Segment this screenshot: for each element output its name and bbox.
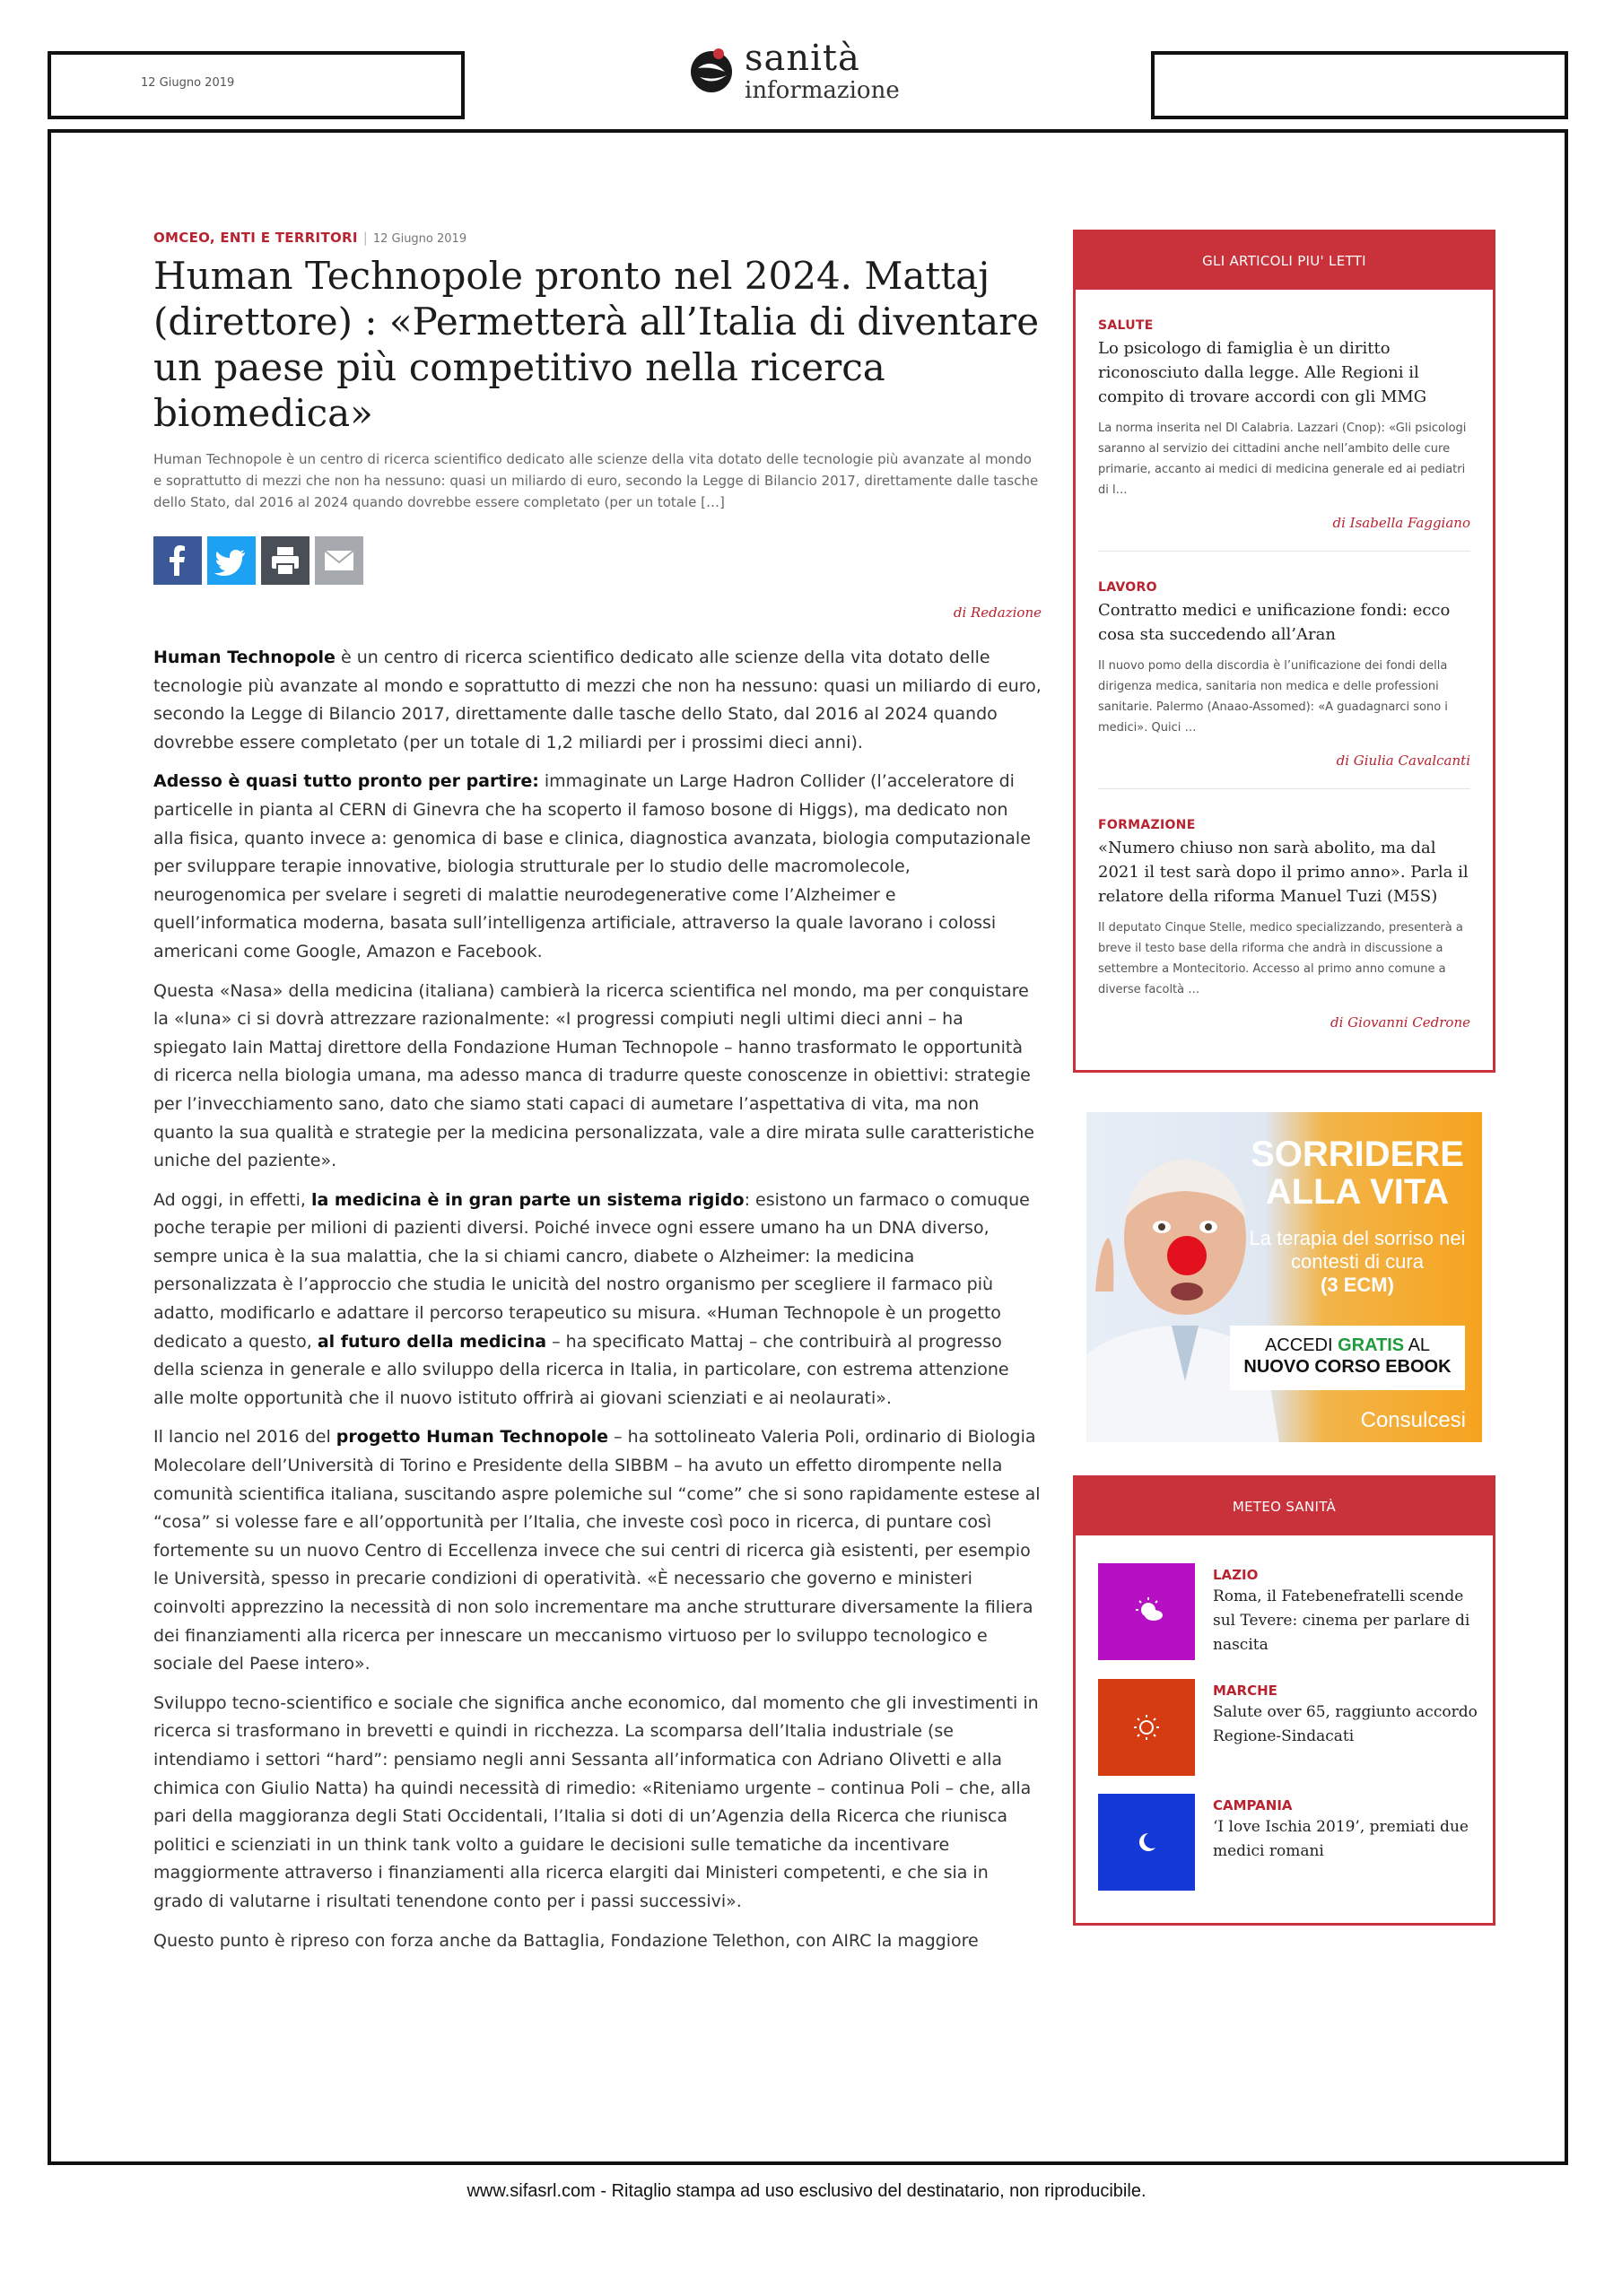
header-empty-box xyxy=(1151,51,1568,119)
clipping-footer-note: www.sifasrl.com - Ritaglio stampa ad uso esclusivo del destinatario, non riproducibile. xyxy=(466,2181,1147,2201)
paragraph-text: – ha sottolineato Valeria Poli, ordinario di Biologia Molecolare dell’Università di Torino e Presidente della SIBBM – ha avuto un effetto dirompente nella comunità scientifica italiana, suscitando aspre polemiche sul “come” che si sono rapidamente estese al “cosa” si volesse fare e all’opportunità per l’Italia, che investe così poco in ricerca, di puntare così fortemente su un nuovo Centro di Eccellenza invece che sui centri di ricerca già esistenti, per esempio le Università, spesso in precarie condizioni di operatività. «È necessario che governo e ministeri coinvolti apprezzino la necessità di non solo incrementare ma anche strutturare diversamente la filiera dei finanziamenti alla ricerca per innescare un meccanismo virtuoso per lo sviluppo tecnologico e sociale del Paese intero». xyxy=(153,1427,1041,1674)
cta-text: ACCEDI xyxy=(1264,1335,1338,1355)
email-share-button[interactable] xyxy=(315,536,363,585)
paragraph-text: – ha specificato Mattaj – che contribuirà al progresso della scienza in generale e allo sviluppo della ricerca in Italia, in particolare, con estrema attenzione alle molte opportunità che il nuovo istituto offrirà ai giovani scienziati e ai neolaurati». xyxy=(153,1331,1009,1408)
article-date: 12 Giugno 2019 xyxy=(372,232,467,246)
ad-cta-button[interactable] xyxy=(1230,1326,1465,1390)
sun-icon xyxy=(1098,1679,1195,1776)
moon-icon xyxy=(1098,1794,1195,1891)
meteo-item-tile[interactable] xyxy=(1098,1563,1195,1660)
article-paragraph xyxy=(153,644,1042,757)
paragraph-bold: Adesso è quasi tutto pronto per partire: xyxy=(153,771,539,792)
article xyxy=(153,230,1042,1966)
meteo-heading: METEO SANITÀ xyxy=(1076,1478,1493,1535)
article-paragraph: Questa «Nasa» della medicina (italiana) cambierà la ricerca scientifica nel mondo, ma per conquistare la «luna» ci si dovrà attrezzare razionalmente: «I progressi compiuti negli ultimi dieci anni – ha spiegato Iain Mattaj direttore della Fondazione Human Technopole – hanno trasformato le opportunità di ricerca nella biologia umana, ma adesso manca di tradurre queste conoscenze in obiettivi: strategie per l’invecchiamento sano, dato che siamo stati capaci di aumetare l’aspettativa di vita, ma non quanto la sua qualità e strategie per la medicina personalizzata, vale a dire mirata sulle caratteristiche uniche del paziente». xyxy=(153,980,1034,1171)
ad-brand-logo: Consulcesi xyxy=(1360,1408,1466,1432)
site-logo[interactable] xyxy=(689,34,922,106)
item-title[interactable]: Contratto medici e unificazione fondi: ecco cosa sta succedendo all’Aran xyxy=(1098,601,1451,644)
item-excerpt: Il deputato Cinque Stelle, medico specializzando, presenterà a breve il testo base della riforma che andrà in discussione a settembre a Montecitorio. Accesso al primo anno comune a diverse facoltà … xyxy=(1098,921,1463,996)
meteo-title[interactable]: Roma, il Fatebenefratelli scende sul Tevere: cinema per parlare di nascita xyxy=(1213,1587,1470,1654)
print-icon xyxy=(261,536,310,585)
meteo-item[interactable] xyxy=(1098,1679,1478,1776)
meteo-category[interactable]: LAZIO xyxy=(1213,1567,1259,1583)
logo-text-sanita: sanità xyxy=(745,38,860,79)
paragraph-text: Ad oggi, in effetti, xyxy=(153,1189,311,1210)
cta-text: AL xyxy=(1404,1335,1431,1355)
partly-cloudy-icon xyxy=(1098,1563,1195,1660)
cta-highlight: GRATIS xyxy=(1338,1335,1405,1355)
article-paragraph xyxy=(153,768,1042,966)
most-read-item[interactable] xyxy=(1098,290,1470,552)
share-bar xyxy=(153,536,1042,585)
article-paragraph: Sviluppo tecno-scientifico e sociale che significa anche economico, dal momento che gli investimenti in ricerca si trasformano in brevetti e quindi in ricchezza. La scomparsa dell’Italia industriale (se intendiamo i settori “hard”: pensiamo negli anni Sessanta all’informatica con Adriano Olivetti e alla chimica con Giulio Natta) ha quindi necessità di rimedio: «Riteniamo urgente – continua Poli – che, alla pari della maggioranza degli Stati Occidentali, l’Italia si doti di un’Agenzia della Ricerca che riunisca politici e scienziati in un think tank volto a guidare le decisioni sulle tematiche da incentivare maggiormente attraverso i finanziamenti alla ricerca elargiti dai Ministeri competenti, e che sia in grado di valutarne i risultati tenendone conto per i passi successivi». xyxy=(153,1692,1039,1911)
most-read-widget xyxy=(1073,230,1495,1073)
article-paragraph xyxy=(153,1423,1042,1678)
meta-separator: | xyxy=(362,230,368,246)
date-box xyxy=(48,51,465,119)
item-title[interactable]: Lo psicologo di famiglia è un diritto riconosciuto dalla legge. Alle Regioni il compito di trovare accordi con gli MMG xyxy=(1098,339,1427,406)
meteo-item[interactable] xyxy=(1098,1563,1475,1660)
item-title[interactable]: «Numero chiuso non sarà abolito, ma dal 2021 il test sarà dopo il primo anno». Parla il relatore della riforma Manuel Tuzi (M5S) xyxy=(1098,839,1469,906)
article-title: Human Technopole pronto nel 2024. Mattaj (direttore) : «Permetterà all’Italia di diventare un paese più competitivo nella ricerca biomedica» xyxy=(153,254,1040,435)
paragraph-bold: progetto Human Technopole xyxy=(336,1427,609,1448)
meteo-item[interactable] xyxy=(1098,1794,1475,1891)
paragraph-text: Il lancio nel 2016 del xyxy=(153,1427,336,1448)
item-author[interactable]: di Giulia Cavalcanti xyxy=(1336,752,1470,769)
item-category[interactable]: LAVORO xyxy=(1098,580,1157,595)
paragraph-text: è un centro di ricerca scientifico dedicato alle scienze della vita dotato delle tecnologie più avanzate al mondo e soprattutto di mezzi che non ha nessuno: quasi un miliardo di euro, secondo la Legge di Bilancio 2017, direttamente dalle tasche dello Stato, dal 2016 al 2024 quando dovrebbe essere completato (per un totale di 1,2 miliardi per i prossimi dieci anni). xyxy=(153,648,1042,752)
item-author[interactable]: di Isabella Faggiano xyxy=(1332,515,1470,531)
item-author[interactable]: di Giovanni Cedrone xyxy=(1330,1014,1470,1031)
article-byline[interactable]: di Redazione xyxy=(953,604,1042,621)
most-read-heading: GLI ARTICOLI PIU' LETTI xyxy=(1076,232,1493,290)
item-excerpt: Il nuovo pomo della discordia è l’unificazione dei fondi della dirigenza medica, sanitaria non medica e delle professioni sanitarie. Palermo (Anaao-Assomed): «A guadagnarci sono i medici». Quici … xyxy=(1098,659,1448,735)
most-read-item[interactable] xyxy=(1098,552,1470,789)
cta-line2: NUOVO CORSO EBOOK xyxy=(1243,1357,1452,1377)
meteo-title[interactable]: Salute over 65, raggiunto accordo Regione-Sindacati xyxy=(1213,1703,1478,1745)
paragraph-text: : esistono un farmaco o comuque poche terapie per milioni di pazienti diversi. Poiché invece ogni essere umano ha un DNA diverso, sempre unica è la sua malattia, che la si chiami cancro, diabete o Alzheimer: la medicina personalizzata è l’approccio che studia le unicità del nostro organismo per scegliere il farmaco più adatto, modificarlo e adattare il percorso terapeutico su misura. «Human Technopole è un progetto dedicato a questo, xyxy=(153,1189,1030,1352)
paragraph-bold: Human Technopole xyxy=(153,648,336,667)
logo-text-informazione: informazione xyxy=(745,77,900,104)
twitter-share-button[interactable] xyxy=(207,536,256,585)
meteo-title[interactable]: ‘I love Ischia 2019’, premiati due medici romani xyxy=(1213,1818,1469,1860)
meteo-item-tile[interactable] xyxy=(1098,1679,1195,1776)
ad-credits: (3 ECM) xyxy=(1321,1274,1394,1296)
ad-headline: SORRIDERE ALLA VITA xyxy=(1251,1135,1464,1212)
logo-mark-icon xyxy=(689,45,734,95)
meteo-widget xyxy=(1073,1475,1495,1926)
meteo-category[interactable]: MARCHE xyxy=(1213,1683,1277,1699)
article-paragraph: Questo punto è ripreso con forza anche da Battaglia, Fondazione Telethon, con AIRC la maggiore xyxy=(153,1930,979,1951)
article-paragraph xyxy=(153,1187,1042,1413)
paragraph-text: immaginate un Large Hadron Collider (l’acceleratore di particelle in pianta al CERN di Ginevra che ha scoperto il famoso bosone di Higgs), ma dedicato non alla fisica, quanto invece a: genomica di base e clinica, diagnostica avanzata, biologia computazionale per sviluppare terapie innovative, biologia strutturale per lo studio delle macromolecole, neurogenomica per svelare i segreti di malattie neurodegenerative come l’Alzheimer e quell’informatica moderna, basata sull’intelligenza artificiale, attraverso la quale lavorano i colossi americani come Google, Amazon e Facebook. xyxy=(153,771,1031,961)
item-category[interactable]: FORMAZIONE xyxy=(1098,818,1196,832)
clip-date: 12 Giugno 2019 xyxy=(141,76,235,90)
ad-subline: La terapia del sorriso nei contesti di cura xyxy=(1249,1227,1466,1273)
email-icon xyxy=(315,536,363,585)
item-excerpt: La norma inserita nel Dl Calabria. Lazzari (Cnop): «Gli psicologi saranno al servizio dei cittadini anche nell’ambito delle cure primarie, accanto ai medici di medicina generale ed ai pediatri di l… xyxy=(1098,422,1467,497)
paragraph-bold: al futuro della medicina xyxy=(317,1331,547,1352)
meteo-item-tile[interactable] xyxy=(1098,1794,1195,1891)
article-category[interactable]: OMCEO, ENTI E TERRITORI xyxy=(153,230,358,246)
facebook-share-button[interactable] xyxy=(153,536,202,585)
print-button[interactable] xyxy=(261,536,310,585)
item-category[interactable]: SALUTE xyxy=(1098,318,1154,333)
ad-banner[interactable] xyxy=(1086,1112,1482,1442)
meteo-category[interactable]: CAMPANIA xyxy=(1213,1797,1293,1813)
facebook-icon xyxy=(153,536,202,585)
paragraph-bold: la medicina è in gran parte un sistema rigido xyxy=(310,1189,745,1210)
article-lead: Human Technopole è un centro di ricerca scientifico dedicato alle scienze della vita dotato delle tecnologie più avanzate al mondo e soprattutto di mezzi che non ha nessuno: quasi un miliardo di euro, secondo la Legge di Bilancio 2017, direttamente dalle tasche dello Stato, dal 2016 al 2024 quando dovrebbe essere completato (per un totale […] xyxy=(153,451,1039,510)
twitter-icon xyxy=(207,536,256,585)
most-read-item[interactable] xyxy=(1098,789,1470,1050)
article-meta xyxy=(153,230,1042,246)
